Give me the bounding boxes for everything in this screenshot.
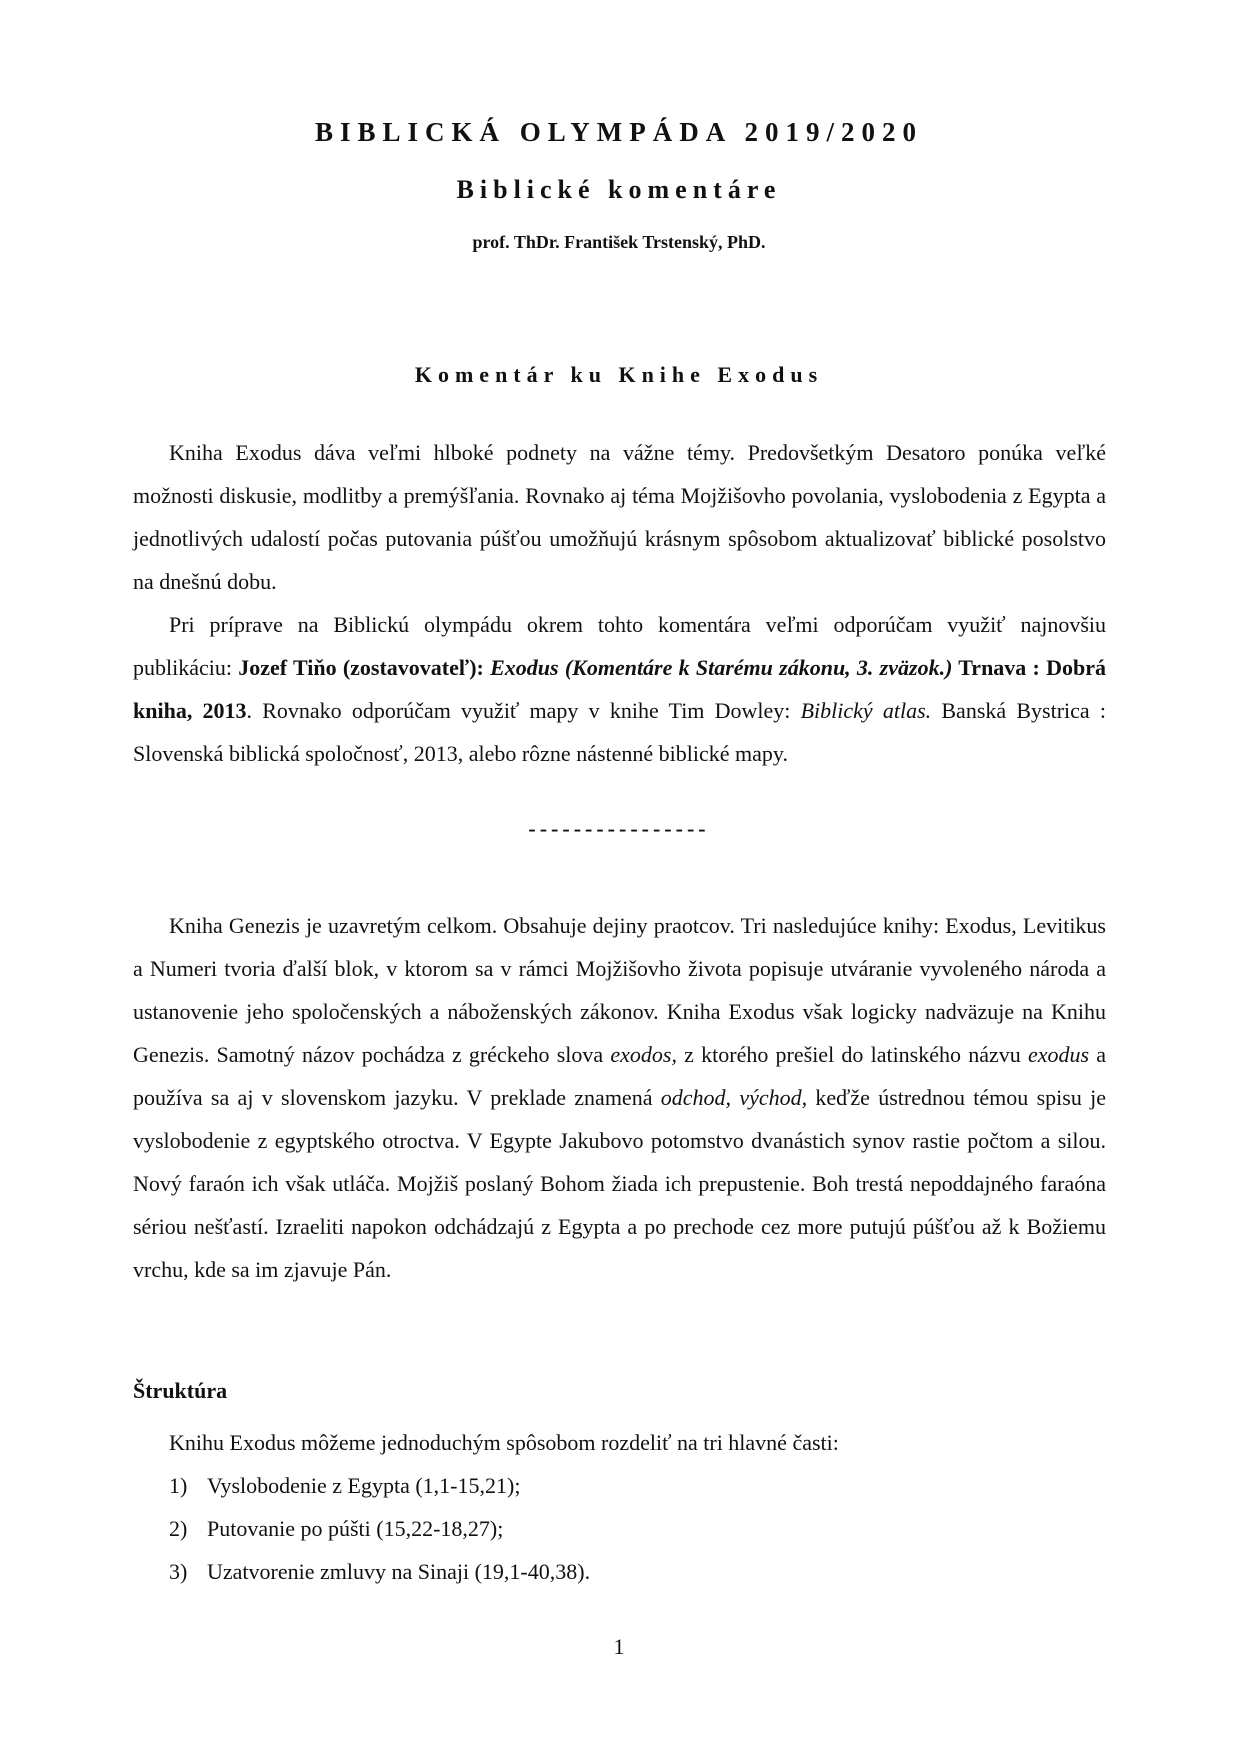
p2-text-2: . Rovnako odporúčam využiť mapy v knihe Tim Dowley: [246, 698, 801, 723]
list-number: 2) [169, 1516, 188, 1541]
p2-italic-1: Biblický atlas. [800, 698, 932, 723]
structure-intro: Knihu Exodus môžeme jednoduchým spôsobom rozdeliť na tri hlavné časti: [169, 1430, 839, 1455]
main-text-3: a používa sa aj v slovenskom jazyku. V preklade znamená [133, 1042, 1106, 1110]
list-item [169, 1464, 590, 1507]
section-title: Komentár ku Knihe Exodus [414, 362, 824, 387]
p2-bold-2: Trnava : Dobrá kniha, 2013 [133, 655, 1107, 723]
intro-section [133, 431, 1106, 775]
page-number: 1 [613, 1634, 625, 1659]
structure-heading: Štruktúra [133, 1378, 228, 1403]
document-title: BIBLICKÁ OLYMPÁDA 2019/2020 [314, 117, 924, 147]
p2-bold-italic-1: Exodus (Komentáre k Starému zákonu, 3. zväzok.) [490, 655, 953, 680]
list-number: 3) [169, 1559, 188, 1584]
main-italic-3: odchod, východ, [660, 1085, 808, 1110]
document-subtitle: Biblické komentáre [456, 175, 782, 204]
list-item [169, 1507, 590, 1550]
p2-text-3: Banská Bystrica : Slovenská biblická spoločnosť, 2013, alebo rôzne nástenné biblické mapy. [133, 698, 1106, 766]
main-section [133, 904, 1106, 1291]
structure-list [169, 1464, 590, 1593]
intro-paragraph-1: Kniha Exodus dáva veľmi hlboké podnety na vážne témy. Predovšetkým Desatoro ponúka veľké možnosti diskusie, modlitby a premýšľania. Rovnako aj téma Mojžišovho povolania, vyslobodenia z Egypta a jednotlivých udalostí počas putovania púšťou umožňujú krásnym spôsobom aktualizovať biblické posolstvo na dnešnú dobu. [133, 440, 1106, 594]
p2-text-1: Pri príprave na Biblickú olympádu okrem tohto komentára veľmi odporúčam využiť najnovšiu publikáciu: [133, 612, 1106, 680]
intro-paragraph-2 [133, 603, 1106, 775]
main-text-4: keďže ústrednou témou spisu je vyslobodenie z egyptského otroctva. V Egypte Jakubovo potomstvo dvanástich synov rastie počtom a silou. Nový faraón ich však utláča. Mojžiš poslaný Bohom žiada ich prepustenie. Boh trestá nepoddajného faraóna sériou nešťastí. Izraeliti napokon odchádzajú z Egypta a po prechode cez more putujú púšťou až k Božiemu vrchu, kde sa im zjavuje Pán. [133, 1085, 1106, 1282]
list-number: 1) [169, 1473, 188, 1498]
dash-divider: ---------------- [528, 816, 710, 841]
author-line: prof. ThDr. František Trstenský, PhD. [472, 232, 766, 252]
list-item [169, 1550, 590, 1593]
main-text-2: z ktorého prešiel do latinského názvu [676, 1042, 1028, 1067]
list-text: Putovanie po púšti (15,22-18,27); [207, 1516, 504, 1541]
list-text: Vyslobodenie z Egypta (1,1-15,21); [207, 1473, 521, 1498]
list-text: Uzatvorenie zmluvy na Sinaji (19,1-40,38). [207, 1559, 591, 1584]
main-italic-1: exodos, [610, 1042, 677, 1067]
main-text-1: Kniha Genezis je uzavretým celkom. Obsahuje dejiny praotcov. Tri nasledujúce knihy: Exodus, Levitikus a Numeri tvoria ďalší blok, v ktorom sa v rámci Mojžišovho života popisuje utváranie vyvoleného národa a ustanovenie jeho spoločenských a náboženských zákonov. Kniha Exodus však logicky nadväzuje na Knihu Genezis. Samotný názov pochádza z gréckeho slova [133, 913, 1106, 1067]
p2-bold-1: Jozef Tiňo (zostavovateľ): [238, 655, 491, 680]
main-paragraph [133, 904, 1106, 1291]
main-italic-2: exodus [1027, 1042, 1090, 1067]
